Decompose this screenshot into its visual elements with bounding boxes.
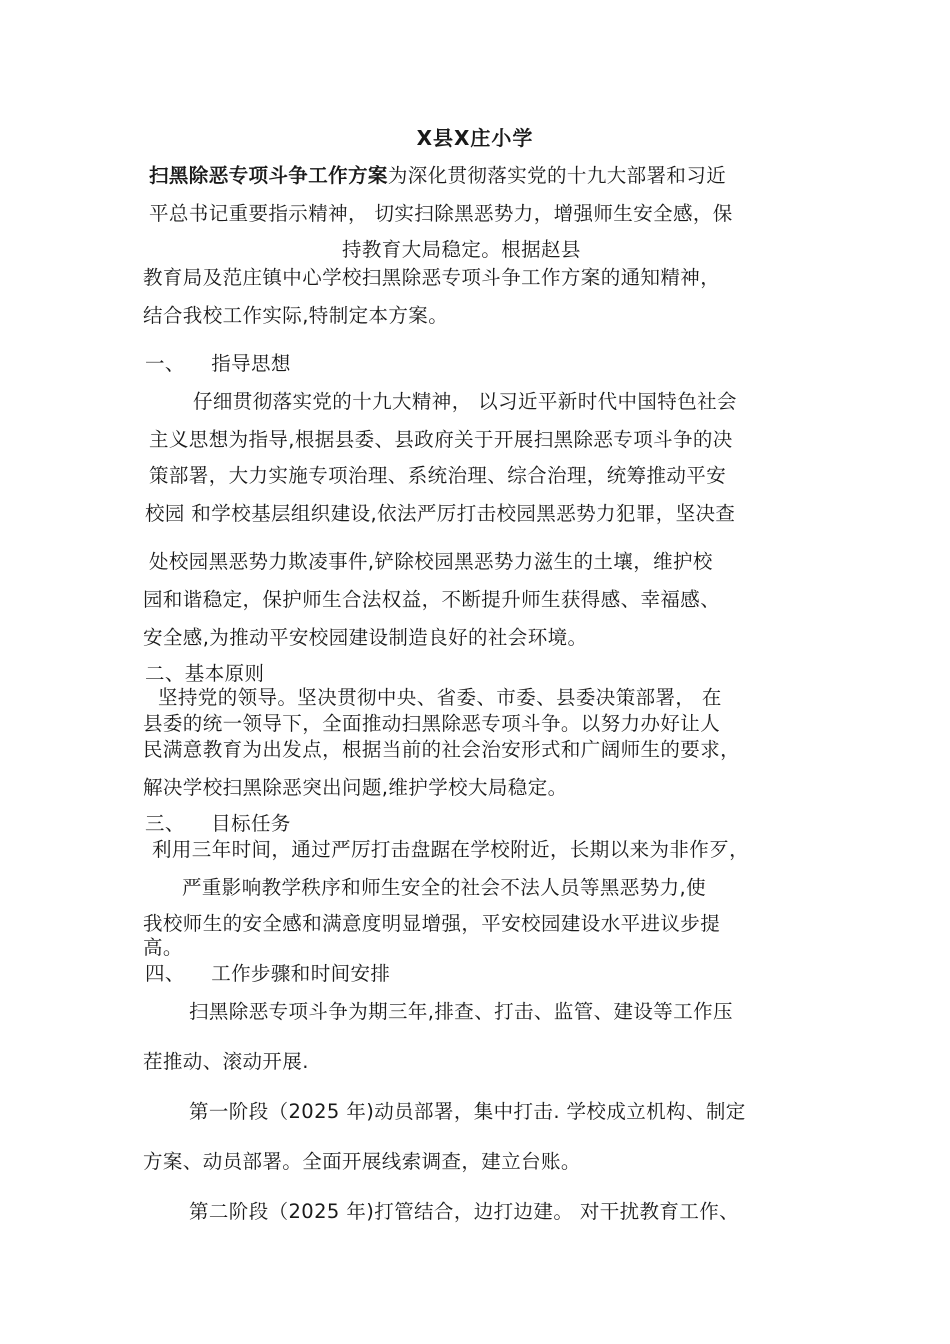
paragraph-line: 严重影响教学秩序和师生安全的社会不法人员等黑恶势力,使 <box>182 876 706 899</box>
paragraph-line: 利用三年时间，通过严厉打击盘踞在学校附近，长期以来为非作歹， <box>152 838 750 861</box>
intro-text: 为深化贯彻落实党的十九大部署和习近 <box>387 164 727 187</box>
paragraph-line: 主义思想为指导,根据县委、县政府关于开展扫黑除恶专项斗争的决 <box>149 428 733 451</box>
intro-line: 结合我校工作实际,特制定本方案。 <box>143 304 449 327</box>
document-heading: 扫黑除恶专项斗争工作方案 <box>149 164 388 187</box>
document-title: X县X庄小学 <box>416 126 534 150</box>
paragraph-line: 我校师生的安全感和满意度明显增强，平安校园建设水平进议步提 <box>143 912 721 935</box>
paragraph-line: 处校园黑恶势力欺凌事件,铲除校园黑恶势力滋生的土壤，维护校 <box>149 550 713 573</box>
paragraph-line: 策部署，大力实施专项治理、系统治理、综合治理，统筹推动平安 <box>149 464 727 487</box>
paragraph-line: 方案、动员部署。全面开展线索调查，建立台账。 <box>143 1150 581 1173</box>
paragraph-line: 第一阶段（2025 年)动员部署，集中打击. 学校成立机构、制定 <box>189 1100 746 1123</box>
paragraph-line: 民满意教育为出发点，根据当前的社会治安形式和广阔师生的要求， <box>143 738 741 761</box>
paragraph-line: 茬推动、滚动开展. <box>143 1050 309 1073</box>
paragraph-line: 县委的统一领导下，全面推动扫黑除恶专项斗争。以努力办好让人 <box>143 712 721 735</box>
section-heading: 三、 目标任务 <box>145 812 291 835</box>
paragraph-line: 仔细贯彻落实党的十九大精神， 以习近平新时代中国特色社会 <box>193 390 737 413</box>
section-heading: 四、 工作步骤和时间安排 <box>145 962 391 985</box>
paragraph-line: 安全感,为推动平安校园建设制造良好的社会环境。 <box>143 626 588 649</box>
paragraph-line: 解决学校扫黑除恶突出问题,维护学校大局稳定。 <box>143 776 568 799</box>
intro-line <box>149 164 726 188</box>
section-heading: 一、 指导思想 <box>145 352 291 375</box>
intro-line: 教育局及范庄镇中心学校扫黑除恶专项斗争工作方案的通知精神， <box>143 266 721 289</box>
intro-line: 持教育大局稳定。根据赵县 <box>342 238 581 261</box>
paragraph-line: 扫黑除恶专项斗争为期三年,排查、打击、监管、建设等工作压 <box>189 1000 733 1023</box>
section-heading: 二、基本原则 <box>145 662 265 685</box>
paragraph-line: 坚持党的领导。坚决贯彻中央、省委、市委、县委决策部署， 在 <box>158 686 722 709</box>
paragraph-line: 高。 <box>143 936 183 959</box>
paragraph-line: 校园 和学校基层组织建设,依法严厉打击校园黑恶势力犯罪，坚决查 <box>145 502 736 525</box>
paragraph-line: 园和谐稳定，保护师生合法权益，不断提升师生获得感、幸福感、 <box>143 588 721 611</box>
paragraph-line: 第二阶段（2025 年)打管结合，边打边建。 对干扰教育工作、 <box>189 1200 740 1223</box>
intro-line: 平总书记重要指示精神， 切实扫除黑恶势力，增强师生安全感，保 <box>149 202 733 225</box>
